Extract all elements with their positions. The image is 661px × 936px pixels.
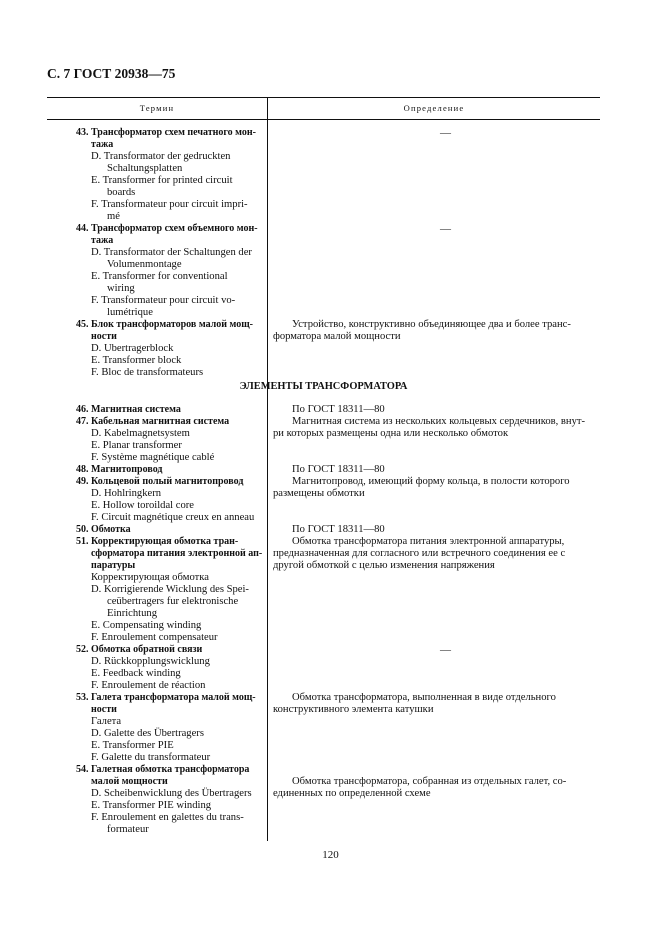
- term-line: E. Feedback winding: [91, 668, 181, 679]
- term-line: F. Enroulement en galettes du trans-: [91, 812, 244, 823]
- term-line: 50. Обмотка: [76, 524, 131, 535]
- term-line: 52. Обмотка обратной связи: [76, 644, 203, 655]
- page-number: 120: [322, 849, 339, 861]
- definition-line: размещены обмотки: [273, 488, 365, 499]
- term-line: сформатора питания электронной ап-: [91, 548, 263, 559]
- term-line: lumétrique: [107, 307, 153, 318]
- term-line: D. Kabelmagnetsystem: [91, 428, 190, 439]
- term-line: 49. Кольцевой полый магнитопровод: [76, 476, 244, 487]
- term-line: D. Hohlringkern: [91, 488, 162, 499]
- term-line: ceübertragers fur elektronische: [107, 596, 239, 607]
- definition-line: конструктивного элемента катушки: [273, 704, 434, 715]
- term-line: F. Transformateur pour circuit impri-: [91, 199, 248, 210]
- definition-line: По ГОСТ 18311—80: [292, 464, 385, 475]
- term-line: 45. Блок трансформаторов малой мощ-: [76, 319, 253, 330]
- definition-line: форматора малой мощности: [273, 331, 401, 342]
- definition-line: Обмотка трансформатора, собранная из отдельных галет, со-: [292, 776, 567, 787]
- term-line: ности: [91, 331, 117, 342]
- term-line: ности: [91, 704, 117, 715]
- term-line: 48. Магнитопровод: [76, 464, 163, 475]
- term-line: 53. Галета трансформатора малой мощ-: [76, 692, 256, 703]
- term-line: D. Transformator der gedruckten: [91, 151, 231, 162]
- term-line: F. Transformateur pour circuit vo-: [91, 295, 236, 306]
- definition-line: ри которых размещены одна или несколько обмоток: [273, 428, 509, 439]
- empty-definition-dash: —: [440, 223, 451, 235]
- column-divider: [267, 97, 268, 841]
- term-line: E. Transformer for conventional: [91, 271, 228, 282]
- term-line: F. Circuit magnétique creux en anneau: [91, 512, 255, 523]
- definition-line: Магнитопровод, имеющий форму кольца, в полости которого: [292, 476, 570, 487]
- definition-line: другой обмоткой с целью изменения напряжения: [273, 560, 495, 571]
- term-line: Schaltungsplatten: [107, 163, 183, 174]
- term-line: E. Compensating winding: [91, 620, 202, 631]
- definition-line: Обмотка трансформатора, выполненная в виде отдельного: [292, 692, 556, 703]
- term-line: паратуры: [91, 560, 136, 571]
- term-line: mé: [107, 211, 120, 222]
- term-line: F. Enroulement de réaction: [91, 680, 206, 691]
- definition-line: предназначенная для согласного или встречного соединения ее с: [273, 548, 566, 559]
- definition-line: единенных по определенной схеме: [273, 788, 431, 799]
- empty-definition-dash: —: [440, 644, 451, 656]
- term-line: D. Scheibenwicklung des Übertragers: [91, 788, 252, 799]
- term-line: boards: [107, 187, 136, 198]
- term-line: Volumenmontage: [107, 259, 182, 270]
- term-line: Einrichtung: [107, 608, 158, 619]
- term-line: F. Bloc de transformateurs: [91, 367, 204, 378]
- term-line: 43. Трансформатор схем печатного мон-: [76, 127, 256, 138]
- page-header: С. 7 ГОСТ 20938—75: [47, 66, 176, 81]
- table-top-rule: [47, 97, 600, 98]
- term-line: E. Hollow toroildal core: [91, 500, 194, 511]
- term-line: 51. Корректирующая обмотка тран-: [76, 536, 239, 547]
- term-line: тажа: [91, 139, 114, 150]
- definition-line: По ГОСТ 18311—80: [292, 524, 385, 535]
- column-header-term: Термин: [139, 103, 175, 113]
- term-line: малой мощности: [91, 776, 168, 787]
- term-line: D. Rückkopplungswicklung: [91, 656, 210, 667]
- term-line: D. Ubertragerblock: [91, 343, 174, 354]
- term-line: тажа: [91, 235, 114, 246]
- term-line: formateur: [107, 824, 149, 835]
- term-line: E. Transformer PIE: [91, 740, 174, 751]
- column-header-definition: Определение: [403, 103, 465, 113]
- term-line: D. Korrigierende Wicklung des Spei-: [91, 584, 249, 595]
- term-line: F. Galette du transformateur: [91, 752, 211, 763]
- definition-line: Магнитная система из нескольких кольцевых сердечников, внут-: [292, 416, 586, 427]
- definition-line: По ГОСТ 18311—80: [292, 404, 385, 415]
- term-line: F. Système magnétique cablé: [91, 452, 215, 463]
- definition-line: Устройство, конструктивно объединяющее два и более транс-: [292, 319, 571, 330]
- section-title: ЭЛЕМЕНТЫ ТРАНСФОРМАТОРА: [239, 381, 408, 392]
- term-line: Корректирующая обмотка: [91, 572, 209, 583]
- term-line: 44. Трансформатор схем объемного мон-: [76, 223, 258, 234]
- term-line: E. Transformer for printed circuit: [91, 175, 233, 186]
- term-line: 46. Магнитная система: [76, 404, 181, 415]
- term-line: E. Transformer PIE winding: [91, 800, 212, 811]
- term-line: wiring: [107, 283, 135, 294]
- term-line: E. Planar transformer: [91, 440, 182, 451]
- term-line: Галета: [91, 716, 122, 727]
- term-line: D. Transformator der Schaltungen der: [91, 247, 252, 258]
- term-line: 47. Кабельная магнитная система: [76, 416, 230, 427]
- term-line: 54. Галетная обмотка трансформатора: [76, 764, 250, 775]
- term-line: D. Galette des Übertragers: [91, 728, 204, 739]
- term-line: F. Enroulement compensateur: [91, 632, 218, 643]
- empty-definition-dash: —: [440, 127, 451, 139]
- definition-line: Обмотка трансформатора питания электронной аппаратуры,: [292, 536, 565, 547]
- table-header-rule: [47, 119, 600, 120]
- term-line: E. Transformer block: [91, 355, 182, 366]
